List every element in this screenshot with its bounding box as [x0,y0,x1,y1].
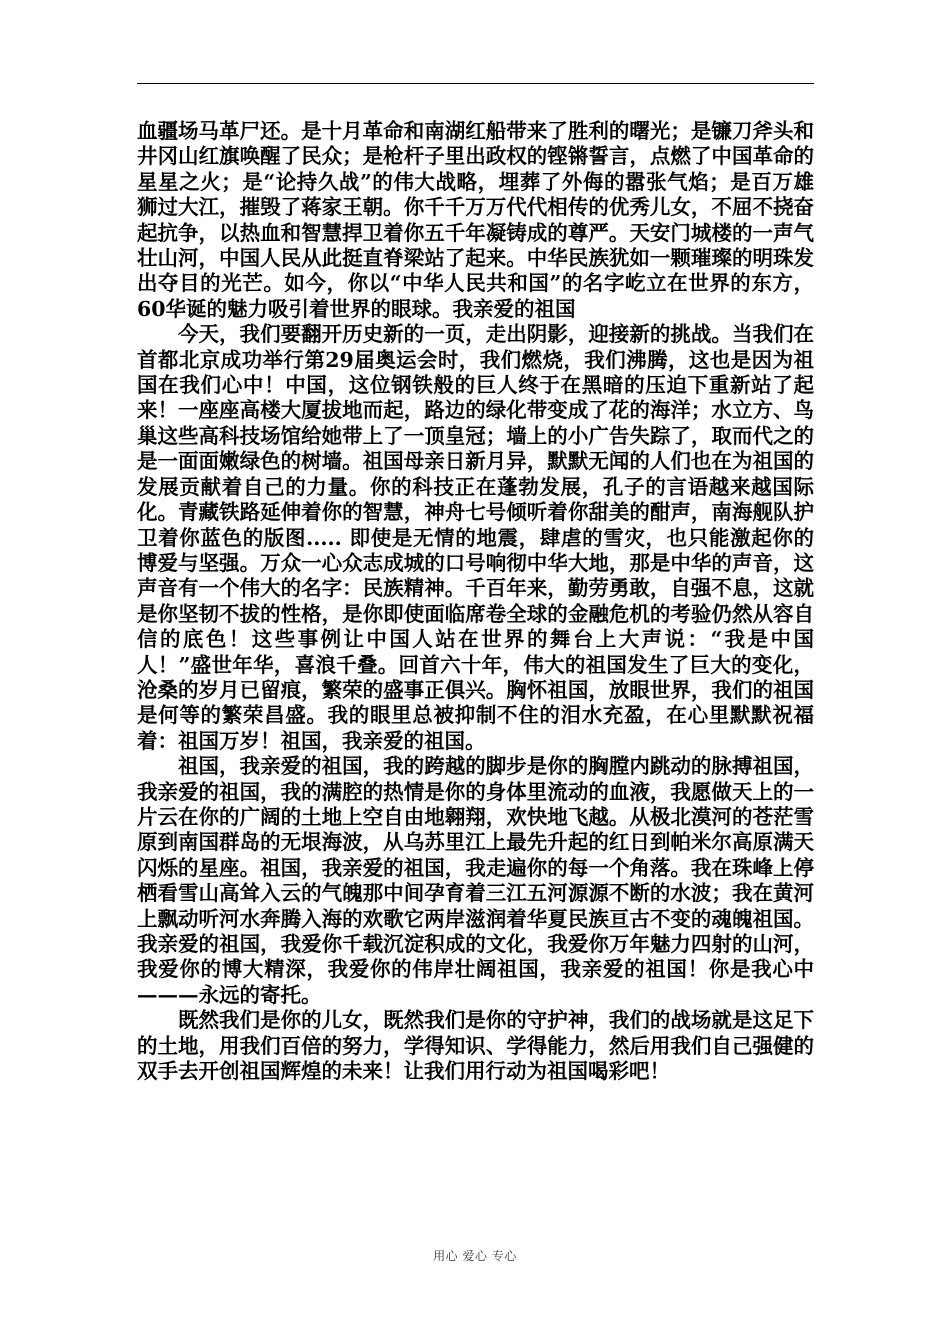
paragraph-1: 血疆场马革尸还。是十月革命和南湖红船带来了胜利的曙光；是镰刀斧头和井冈山红旗唤醒了民众；是枪杆子里出政权的铿锵誓言，点燃了中国革命的星星之火；是“论持久战”的伟大战略，埋葬了外侮的嚣张气焰；是百万雄狮过大江，摧毁了蒋家王朝。你千千万万代代相传的优秀儿女，不屈不挠奋起抗争，以热血和智慧捍卫着你五千年凝铸成的尊严。天安门城楼的一声气壮山河，中国人民从此挺直脊梁站了起来。中华民族犹如一颗璀璨的明珠发出夺目的光芒。如今，你以“中华人民共和国”的名字屹立在世界的东方，60华诞的魅力吸引着世界的眼球。我亲爱的祖国 [137,119,814,321]
paragraph-4: 既然我们是你的儿女，既然我们是你的守护神，我们的战场就是这足下的土地，用我们百倍的努力，学得知识、学得能力，然后用我们自己强健的双手去开创祖国辉煌的未来！让我们用行动为祖国喝彩吧！ [137,1008,814,1084]
header-rule [137,83,814,84]
paragraph-3: 祖国，我亲爱的祖国，我的跨越的脚步是你的胸膛内跳动的脉搏祖国，我亲爱的祖国，我的满腔的热情是你的身体里流动的血液，我愿做天上的一片云在你的广阔的土地上空自由地翱翔，欢快地飞越。从极北漠河的苍茫雪原到南国群岛的无垠海波，从乌苏里江上最先升起的红日到帕米尔高原满天闪烁的星座。祖国，我亲爱的祖国，我走遍你的每一个角落。我在珠峰上停栖看雪山高耸入云的气魄那中间孕育着三江五河源源不断的水波；我在黄河上飘动听河水奔腾入海的欢歌它两岸滋润着华夏民族亘古不变的魂魄祖国。我亲爱的祖国，我爱你千载沉淀积成的文化，我爱你万年魅力四射的山河，我爱你的博大精深，我爱你的伟岸壮阔祖国，我亲爱的祖国！你是我心中———永远的寄托。 [137,754,814,1007]
paragraph-2: 今天，我们要翻开历史新的一页，走出阴影，迎接新的挑战。当我们在首都北京成功举行第29届奥运会时，我们燃烧，我们沸腾，这也是因为祖国在我们心中！中国，这位钢铁般的巨人终于在黑暗的压迫下重新站了起来！一座座高楼大厦拔地而起，路边的绿化带变成了花的海洋；水立方、鸟巢这些高科技场馆给她带上了一顶皇冠；墙上的小广告失踪了，取而代之的是一面面嫩绿色的树墙。祖国母亲日新月异，默默无闻的人们也在为祖国的发展贡献着自己的力量。你的科技正在蓬勃发展，孔子的言语越来越国际化。青藏铁路延伸着你的智慧，神舟七号倾听着你甜美的酣声，南海舰队护卫着你蓝色的版图..... 即使是无情的地震，肆虐的雪灾，也只能激起你的博爱与坚强。万众一心众志成城的口号响彻中华大地，那是中华的声音，这声音有一个伟大的名字：民族精神。千百年来，勤劳勇敢，自强不息，这就是你坚韧不拔的性格，是你即使面临席卷全球的金融危机的考验仍然从容自信的底色！这些事例让中国人站在世界的舞台上大声说：“我是中国人！”盛世年华，喜浪千叠。回首六十年，伟大的祖国发生了巨大的变化，沧桑的岁月已留痕，繁荣的盛事正俱兴。胸怀祖国，放眼世界，我们的祖国是何等的繁荣昌盛。我的眼里总被抑制不住的泪水充盈，在心里默默祝福着：祖国万岁！祖国，我亲爱的祖国。 [137,322,814,753]
page-footer: 用心 爱心 专心 [433,1249,517,1263]
document-body [137,119,814,1084]
